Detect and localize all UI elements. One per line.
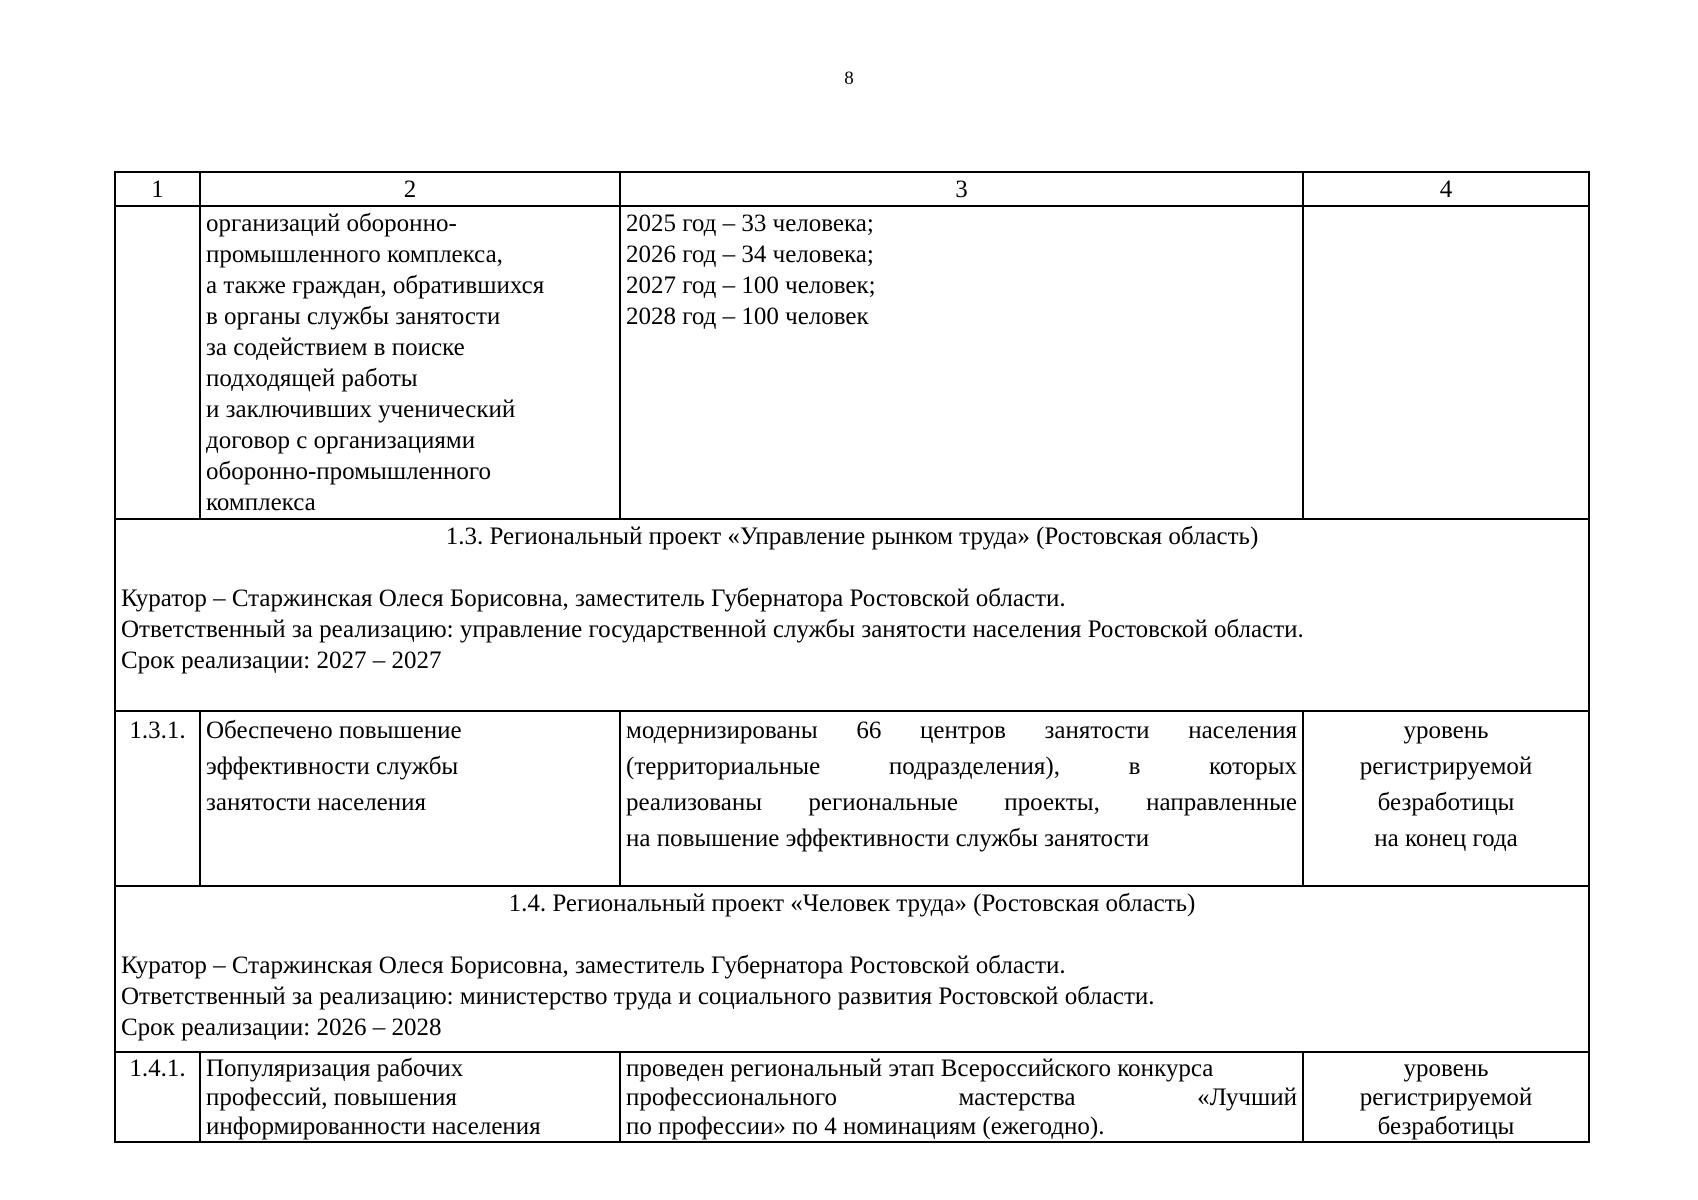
section-row-1-4 <box>115 886 1589 1052</box>
text-line: регистрируемой <box>1359 1084 1533 1111</box>
text-line <box>626 713 1297 749</box>
justified-line: реализованы региональные проекты, направленные <box>626 789 1297 816</box>
cell-indicator <box>1303 711 1589 886</box>
text-line: занятости населения <box>206 789 427 816</box>
text-line: безработицы <box>1377 789 1515 816</box>
text-line: Обеспечено повышение <box>206 717 462 744</box>
text-line: по профессии» по 4 номинациям (ежегодно). <box>626 1113 1105 1140</box>
cell-result-continuation <box>620 206 1303 519</box>
text-line: а также граждан, обратившихся <box>206 272 545 299</box>
section-responsible: Ответственный за реализацию: управление государственной службы занятости населения Ростовской области. <box>121 616 1304 643</box>
section-curator: Куратор – Старжинская Олеся Борисовна, заместитель Губернатора Ростовской области. <box>121 585 1066 612</box>
text-line: и заключивших ученический <box>206 396 516 423</box>
text-line: за содействием в поиске <box>206 334 465 361</box>
section-term: Срок реализации: 2027 – 2027 <box>121 647 442 674</box>
cell-task <box>200 1052 620 1142</box>
justified-line: модернизированы 66 центров занятости населения <box>626 717 1297 744</box>
cell-number: 1.4.1. <box>115 1052 200 1142</box>
text-line: 2025 год – 33 человека; <box>626 210 874 237</box>
text-line: информированности населения <box>206 1113 541 1140</box>
section-cell <box>115 886 1589 1052</box>
cell-task <box>200 711 620 886</box>
text-line: на конец года <box>1374 825 1518 852</box>
cell-indicator-empty <box>1303 206 1589 519</box>
section-cell <box>115 519 1589 711</box>
header-col-1: 1 <box>115 172 200 206</box>
text-line: 2026 год – 34 человека; <box>626 241 874 268</box>
header-col-2: 2 <box>200 172 620 206</box>
text-line: подходящей работы <box>206 365 418 392</box>
cell-indicator <box>1303 1052 1589 1142</box>
text-line: эффективности службы <box>206 753 459 780</box>
table-row-continuation <box>115 206 1589 519</box>
text-line: уровень <box>1403 717 1489 744</box>
text-line: договор с организациями <box>206 427 476 454</box>
table-header-row <box>115 172 1589 206</box>
cell-task-continuation <box>200 206 620 519</box>
text-line: 2027 год – 100 человек; <box>626 272 876 299</box>
text-line: комплекса <box>206 489 316 516</box>
document-table <box>114 171 1590 1143</box>
text-line: регистрируемой <box>1359 753 1533 780</box>
text-line: промышленного комплекса, <box>206 241 503 268</box>
text-line: уровень <box>1403 1055 1489 1082</box>
cell-number: 1.3.1. <box>115 711 200 886</box>
cell-result <box>620 711 1303 886</box>
cell-number-empty <box>115 206 200 519</box>
text-line <box>626 1083 1297 1112</box>
table-row-1-4-1 <box>115 1052 1589 1142</box>
text-line: 2028 год – 100 человек <box>626 303 869 330</box>
section-responsible: Ответственный за реализацию: министерство труда и социального развития Ростовской области. <box>121 983 1155 1010</box>
header-col-3: 3 <box>620 172 1303 206</box>
text-line: оборонно-промышленного <box>206 458 492 485</box>
justified-line: (территориальные подразделения), в которых <box>626 753 1297 780</box>
cell-result <box>620 1052 1303 1142</box>
text-line: профессий, повышения <box>206 1084 457 1111</box>
text-line: проведен региональный этап Всероссийского конкурса <box>626 1055 1214 1082</box>
section-curator: Куратор – Старжинская Олеся Борисовна, заместитель Губернатора Ростовской области. <box>121 952 1066 979</box>
section-title: 1.3. Региональный проект «Управление рынком труда» (Ростовская область) <box>445 523 1259 550</box>
table-row-1-3-1 <box>115 711 1589 886</box>
page-number: 8 <box>844 68 854 89</box>
section-term: Срок реализации: 2026 – 2028 <box>121 1014 442 1041</box>
text-line <box>626 785 1297 821</box>
header-col-4: 4 <box>1303 172 1589 206</box>
text-line: в органы службы занятости <box>206 303 501 330</box>
section-row-1-3 <box>115 519 1589 711</box>
text-line: безработицы <box>1377 1113 1515 1140</box>
text-line <box>626 749 1297 785</box>
text-line: на повышение эффективности службы занятости <box>626 825 1150 852</box>
text-line: организаций оборонно- <box>206 210 457 237</box>
section-title: 1.4. Региональный проект «Человек труда» (Ростовская область) <box>508 890 1196 917</box>
text-line: Популяризация рабочих <box>206 1055 464 1082</box>
justified-line: профессионального мастерства «Лучший <box>626 1084 1297 1111</box>
